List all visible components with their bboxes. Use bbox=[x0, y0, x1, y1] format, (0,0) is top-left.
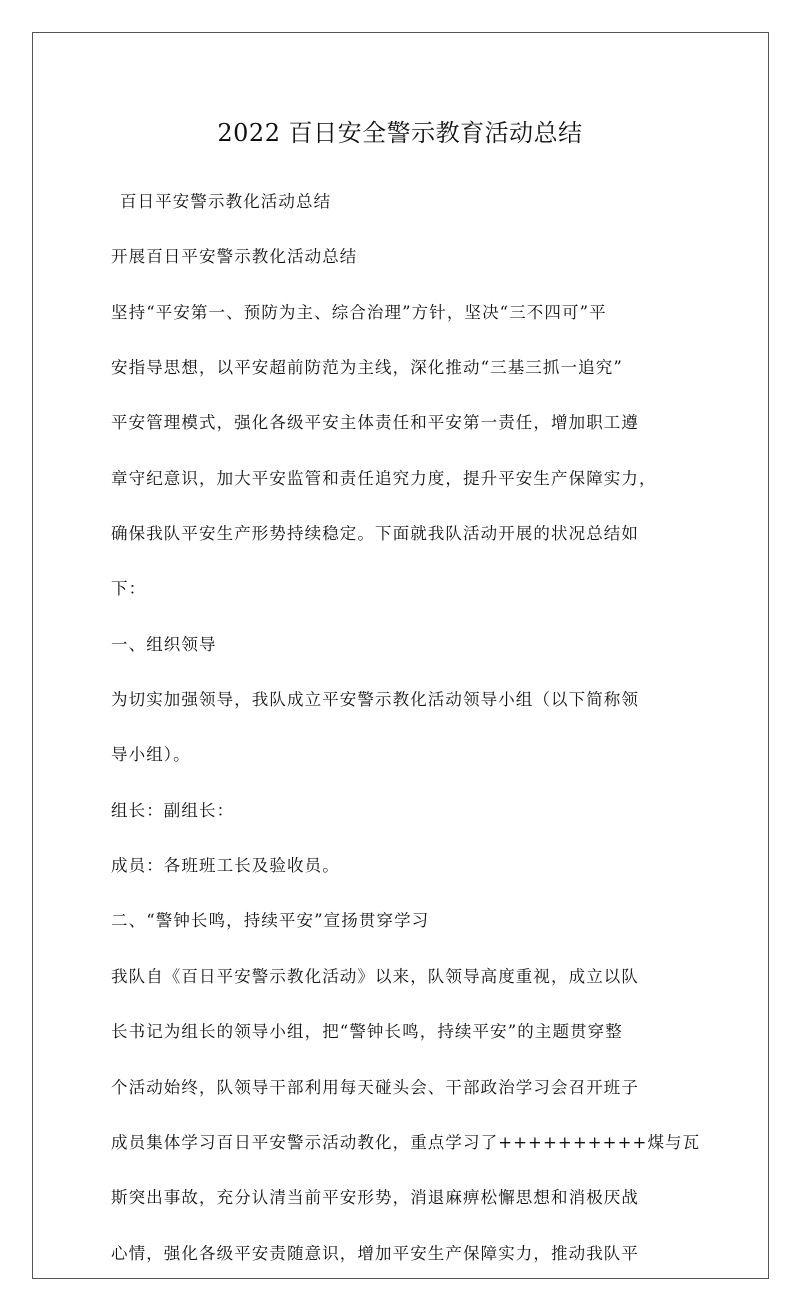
paragraph-line: 心情，强化各级平安责随意识，增加平安生产保障实力，推动我队平 bbox=[111, 1243, 639, 1263]
paragraph-line: 成员集体学习百日平安警示活动教化，重点学习了++++++++++煤与瓦 bbox=[111, 1132, 701, 1152]
paragraph-line: 坚持“平安第一、预防为主、综合治理”方针，坚决“三不四可”平 bbox=[111, 302, 607, 322]
document-body bbox=[111, 188, 707, 1295]
paragraph-line: 章守纪意识，加大平安监管和责任追究力度，提升平安生产保障实力， bbox=[111, 468, 657, 488]
paragraph-line: 个活动始终，队领导干部利用每天碰头会、干部政治学习会召开班子 bbox=[111, 1077, 639, 1097]
paragraph-line: 导小组）。 bbox=[111, 745, 191, 765]
paragraph-line: 我队自《百日平安警示教化活动》以来，队领导高度重视，成立以队 bbox=[111, 966, 639, 986]
paragraph-line: 下： bbox=[111, 579, 147, 599]
paragraph-line: 组长：副组长： bbox=[111, 800, 235, 820]
paragraph-line: 百日平安警示教化活动总结 bbox=[120, 192, 332, 211]
paragraph-line: 确保我队平安生产形势持续稳定。下面就我队活动开展的状况总结如 bbox=[111, 524, 639, 544]
paragraph-line: 长书记为组长的领导小组，把“警钟长鸣，持续平安”的主题贯穿整 bbox=[111, 1022, 623, 1042]
section-heading: 一、组织领导 bbox=[111, 634, 217, 654]
paragraph-line: 斯突出事故，充分认清当前平安形势，消退麻痹松懈思想和消极厌战 bbox=[111, 1188, 639, 1208]
paragraph-line: 成员：各班班工长及验收员。 bbox=[111, 856, 340, 876]
paragraph-line: 安指导思想，以平安超前防范为主线，深化推动“三基三抓一追究” bbox=[111, 358, 623, 378]
paragraph-line: 平安管理模式，强化各级平安主体责任和平安第一责任，增加职工遵 bbox=[111, 413, 639, 433]
document-title: 2022 百日安全警示教育活动总结 bbox=[217, 119, 583, 147]
section-heading: 二、“警钟长鸣，持续平安”宣扬贯穿学习 bbox=[111, 911, 430, 931]
paragraph-line: 为切实加强领导，我队成立平安警示教化活动领导小组（以下简称领 bbox=[111, 690, 639, 710]
paragraph-line: 开展百日平安警示教化活动总结 bbox=[111, 247, 358, 267]
